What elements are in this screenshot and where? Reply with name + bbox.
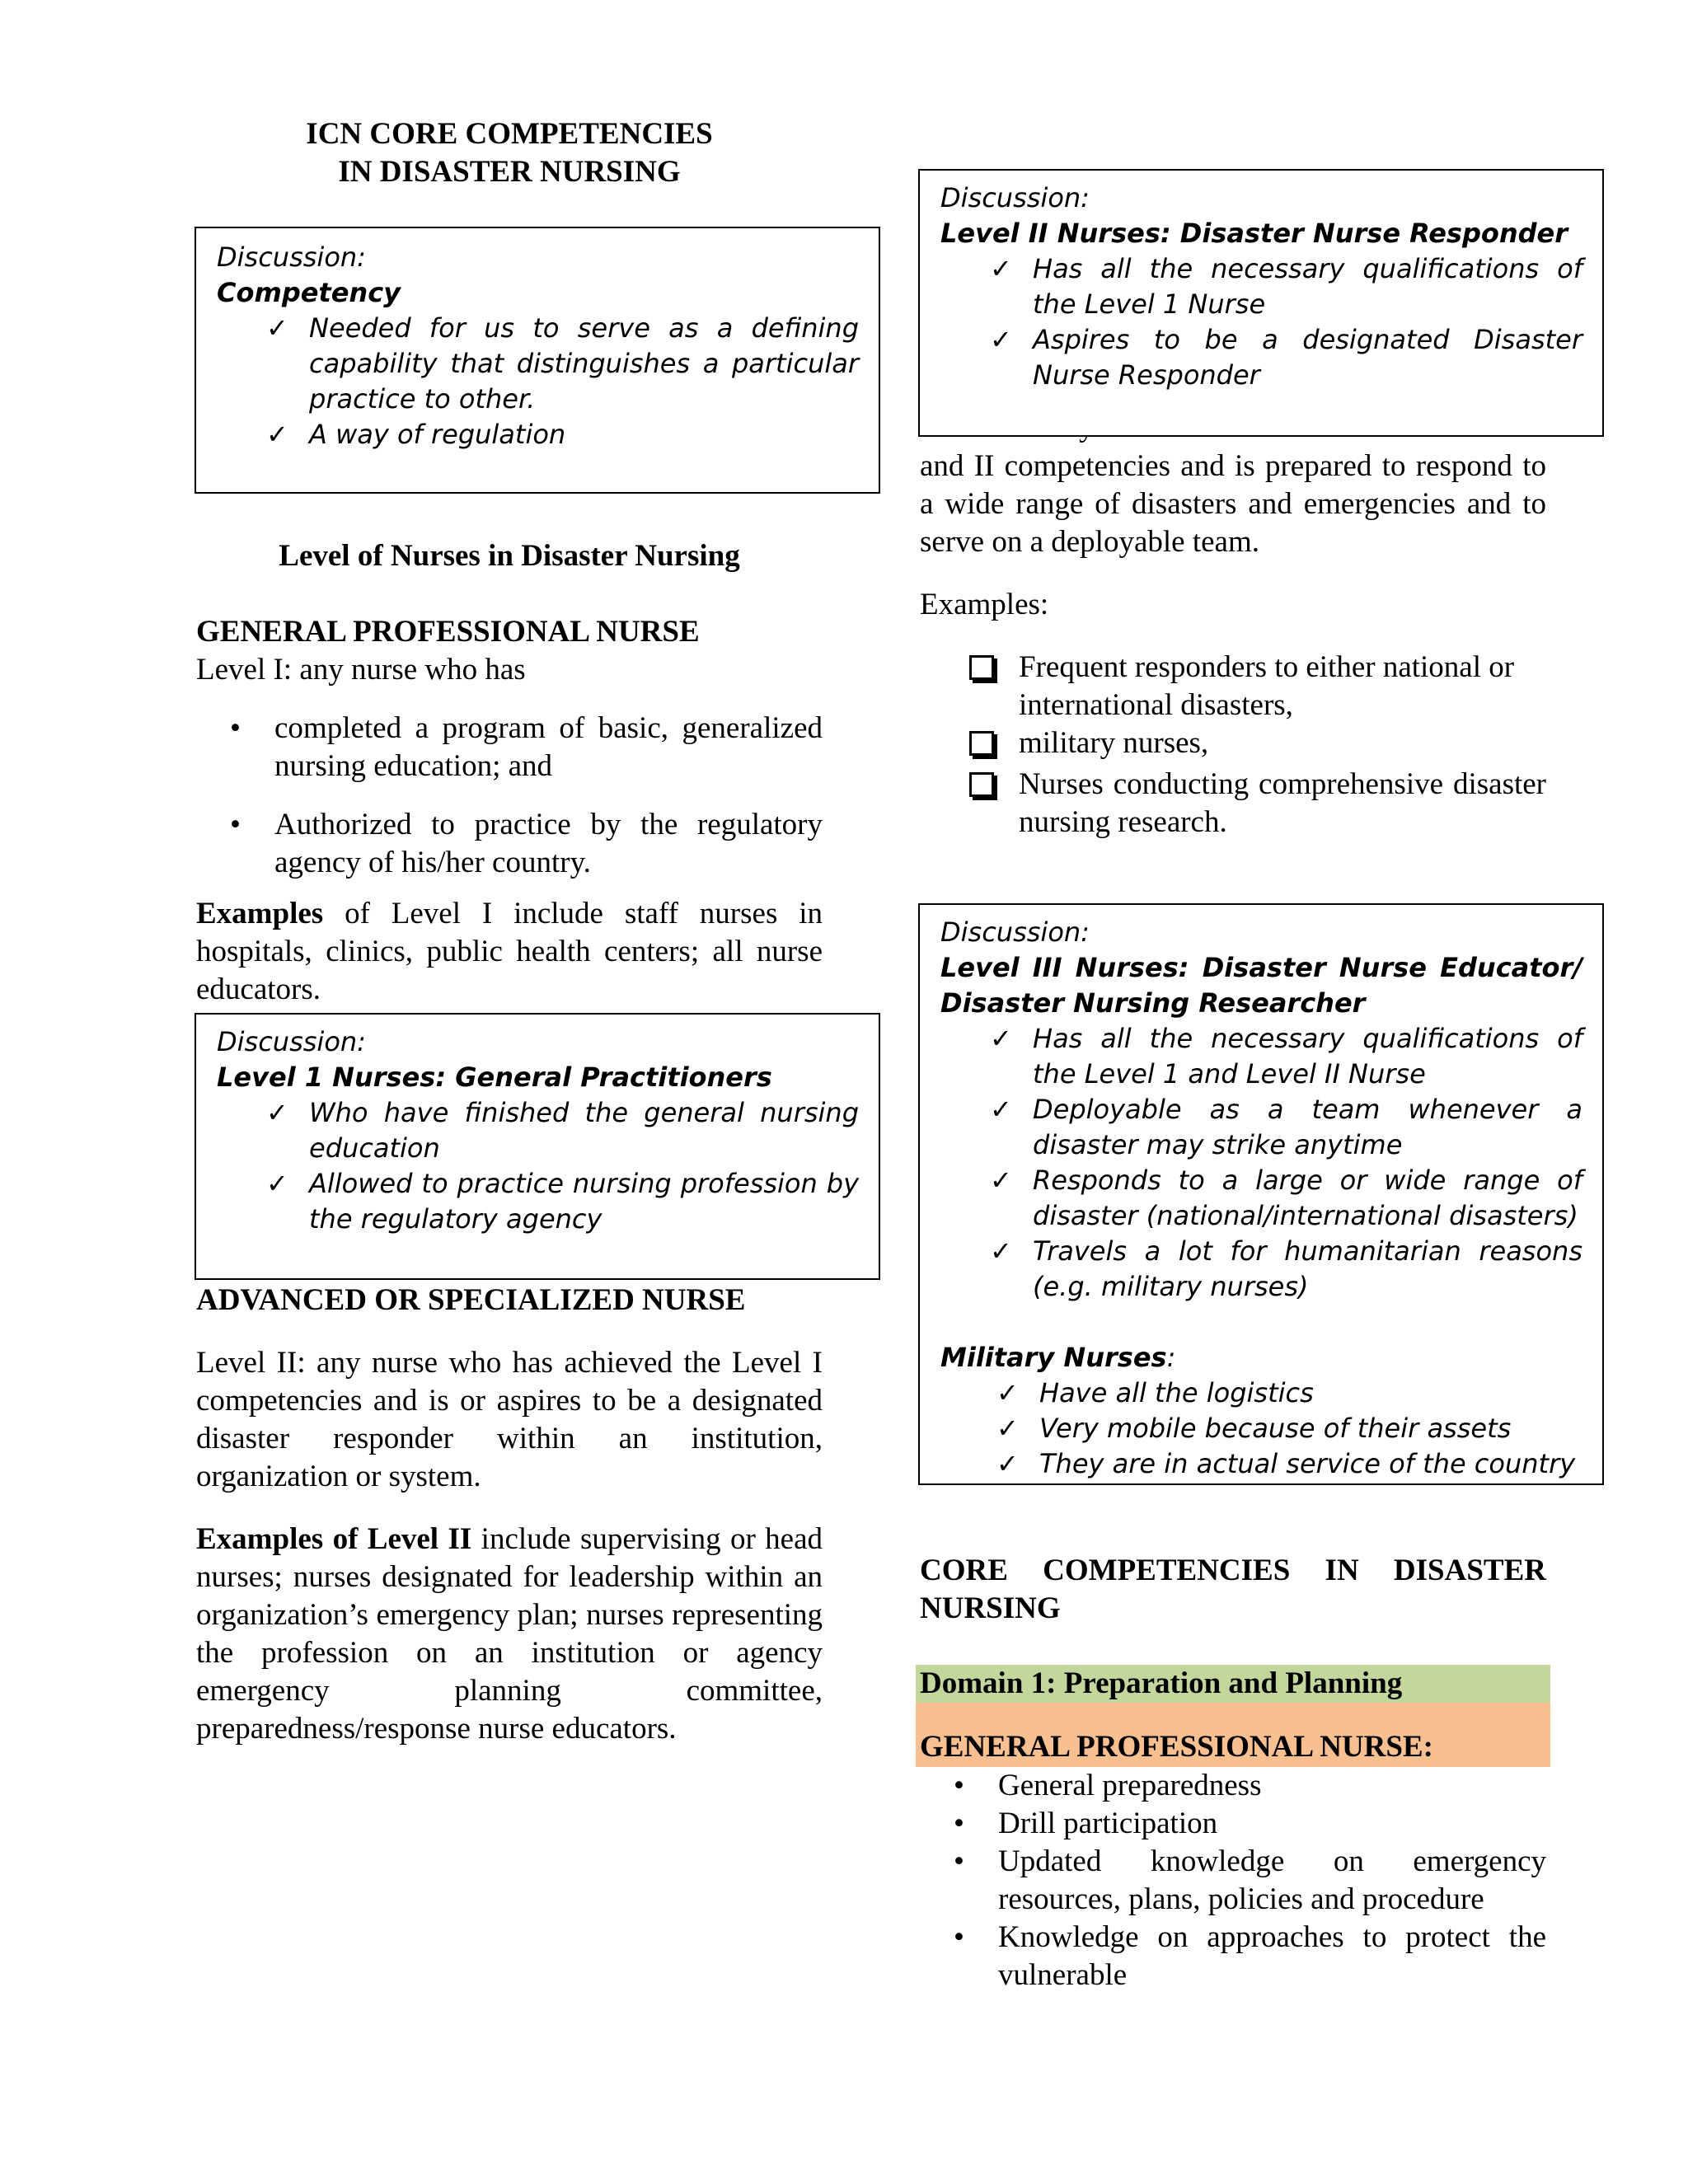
gpn-section: GENERAL PROFESSIONAL NURSE Level I: any nurse who has • completed a program of basic, generalized nursing education; and • Authorized to practice by the regulatory agency of his/her country. Examples of Level I include staff nurses in hospitals, clinics, public health centers; all nurse educators. — [196, 613, 823, 1009]
list-item: ✓ Deployable as a team whenever a disaster may strike anytime — [990, 1092, 1582, 1163]
list-item: ✓ Who have finished the general nursing education — [266, 1095, 859, 1166]
list-item: ✓ Have all the logistics — [996, 1376, 1582, 1411]
list-item: • Knowledge on approaches to protect the vulnerable — [920, 1919, 1546, 1994]
page-title: ICN CORE COMPETENCIES IN DISASTER NURSING — [306, 117, 713, 189]
check-icon: ✓ — [266, 419, 288, 450]
domain-label: Domain 1: Preparation and Planning — [916, 1665, 1550, 1703]
check-icon: ✓ — [990, 253, 1012, 284]
section-heading-levels: Level of Nurses in Disaster Nursing — [279, 539, 740, 573]
bullet-icon: • — [954, 1807, 964, 1840]
discussion-box-level1: Discussion: Level 1 Nurses: General Practitioners ✓ Who have finished the general nursing education ✓ Allowed to practice nursing profession by the regulatory agency — [195, 1013, 880, 1280]
asn-examples: Examples of Level II include supervising or head nurses; nurses designated for leadership within an organization’s emergency plan; nurses representing the profession on an institution or agency emergency planning committee, preparedness/response nurse educators. — [196, 1522, 823, 1746]
check-icon: ✓ — [996, 1413, 1019, 1444]
check-icon: ✓ — [990, 324, 1012, 355]
list-item: • completed a program of basic, generalized nursing education; and — [196, 710, 823, 785]
list-item: ✓ Travels a lot for humanitarian reasons (e.g. military nurses) — [990, 1234, 1582, 1305]
level3-section: and II competencies and is prepared to respond to a wide range of disasters and emergencies and to serve on a deployable team. Examples: Frequent responders to either national or international disasters, military nurses, Nurses conducting comprehensive disaster nursing research. — [920, 448, 1546, 841]
list-item: Frequent responders to either national or international disasters, — [969, 649, 1546, 724]
discussion-box-level2: Discussion: Level II Nurses: Disaster Nurse Responder ✓ Has all the necessary qualifications of the Level 1 Nurse ✓ Aspires to be a designated Disaster Nurse Responder — [918, 169, 1604, 437]
bullet-icon: • — [230, 808, 241, 841]
check-icon: ✓ — [266, 312, 288, 344]
list-item: ✓ Needed for us to serve as a defining capability that distinguishes a particular practice to other. — [266, 311, 859, 417]
list-item: ✓ Aspires to be a designated Disaster Nurse Responder — [990, 322, 1582, 393]
discussion-box-competency: Discussion: Competency ✓ Needed for us to serve as a defining capability that distinguishes a particular practice to other. ✓ A way of regulation — [195, 227, 880, 494]
asn-heading: ADVANCED OR SPECIALIZED NURSE — [196, 1283, 746, 1317]
checkbox-icon — [969, 731, 994, 756]
checkbox-icon — [969, 772, 994, 797]
check-icon: ✓ — [990, 1023, 1012, 1054]
check-icon: ✓ — [996, 1448, 1019, 1479]
gpn-examples: Examples of Level I include staff nurses in hospitals, clinics, public health centers; all nurse educators. — [196, 897, 823, 1006]
check-icon: ✓ — [266, 1168, 288, 1199]
list-item: ✓ They are in actual service of the country — [996, 1446, 1582, 1482]
core-list — [920, 1767, 1546, 1994]
list-item: ✓ Has all the necessary qualifications of the Level 1 Nurse — [990, 251, 1582, 322]
bullet-icon: • — [954, 1920, 964, 1954]
check-icon: ✓ — [990, 1165, 1012, 1196]
check-icon: ✓ — [266, 1097, 288, 1128]
domain-gpn-label: GENERAL PROFESSIONAL NURSE: — [916, 1703, 1550, 1767]
military-heading: Military Nurses: — [940, 1342, 1176, 1373]
list-item: ✓ Responds to a large or wide range of disaster (national/international disasters) — [990, 1163, 1582, 1234]
discussion-box-level3: Discussion: Level III Nurses: Disaster Nurse Educator/ Disaster Nursing Researcher ✓ Has all the necessary qualifications of the Level 1 and Level II Nurse ✓ Deployable as a team whenever a disaster may strike anytime ✓ Responds to a large or wide range of disaster (national/international disasters) ✓ Travels a lot for humanitarian reasons (e.g. military nurses) Military Nurses: ✓ Have all the logistics ✓ Very mobile because of their assets ✓ They are in actual service of the country — [918, 903, 1604, 1485]
list-item: • Updated knowledge on emergency resources, plans, policies and procedure — [920, 1843, 1546, 1919]
list-item: military nurses, — [969, 724, 1546, 766]
list-item: ✓ Has all the necessary qualifications of the Level 1 and Level II Nurse — [990, 1021, 1582, 1092]
list-item: ✓ Allowed to practice nursing profession by the regulatory agency — [266, 1166, 859, 1237]
bullet-icon: • — [954, 1769, 964, 1802]
list-item: • General preparedness — [920, 1767, 1546, 1805]
list-item: ✓ Very mobile because of their assets — [996, 1411, 1582, 1446]
bullet-icon: • — [954, 1844, 964, 1878]
bullet-icon: • — [230, 711, 241, 745]
checkbox-icon — [969, 655, 994, 680]
check-icon: ✓ — [990, 1094, 1012, 1125]
list-item: Nurses conducting comprehensive disaster nursing research. — [969, 766, 1546, 841]
check-icon: ✓ — [996, 1377, 1019, 1408]
core-heading: CORE COMPETENCIES IN DISASTER NURSING — [920, 1554, 1546, 1625]
list-item: • Authorized to practice by the regulatory agency of his/her country. — [196, 806, 823, 882]
list-item: ✓ A way of regulation — [266, 417, 859, 452]
asn-section: ADVANCED OR SPECIALIZED NURSE Level II: any nurse who has achieved the Level I competencies and is or aspires to be a designated disaster responder within an institution, organization or system. Examples of Level II include supervising or head nurses; nurses designated for leadership within an organization’s emergency plan; nurses representing the profession on an institution or agency emergency planning committee, preparedness/response nurse educators. — [196, 1282, 823, 1748]
check-icon: ✓ — [990, 1235, 1012, 1267]
list-item: • Drill participation — [920, 1805, 1546, 1843]
gpn-heading: GENERAL PROFESSIONAL NURSE — [196, 615, 700, 649]
